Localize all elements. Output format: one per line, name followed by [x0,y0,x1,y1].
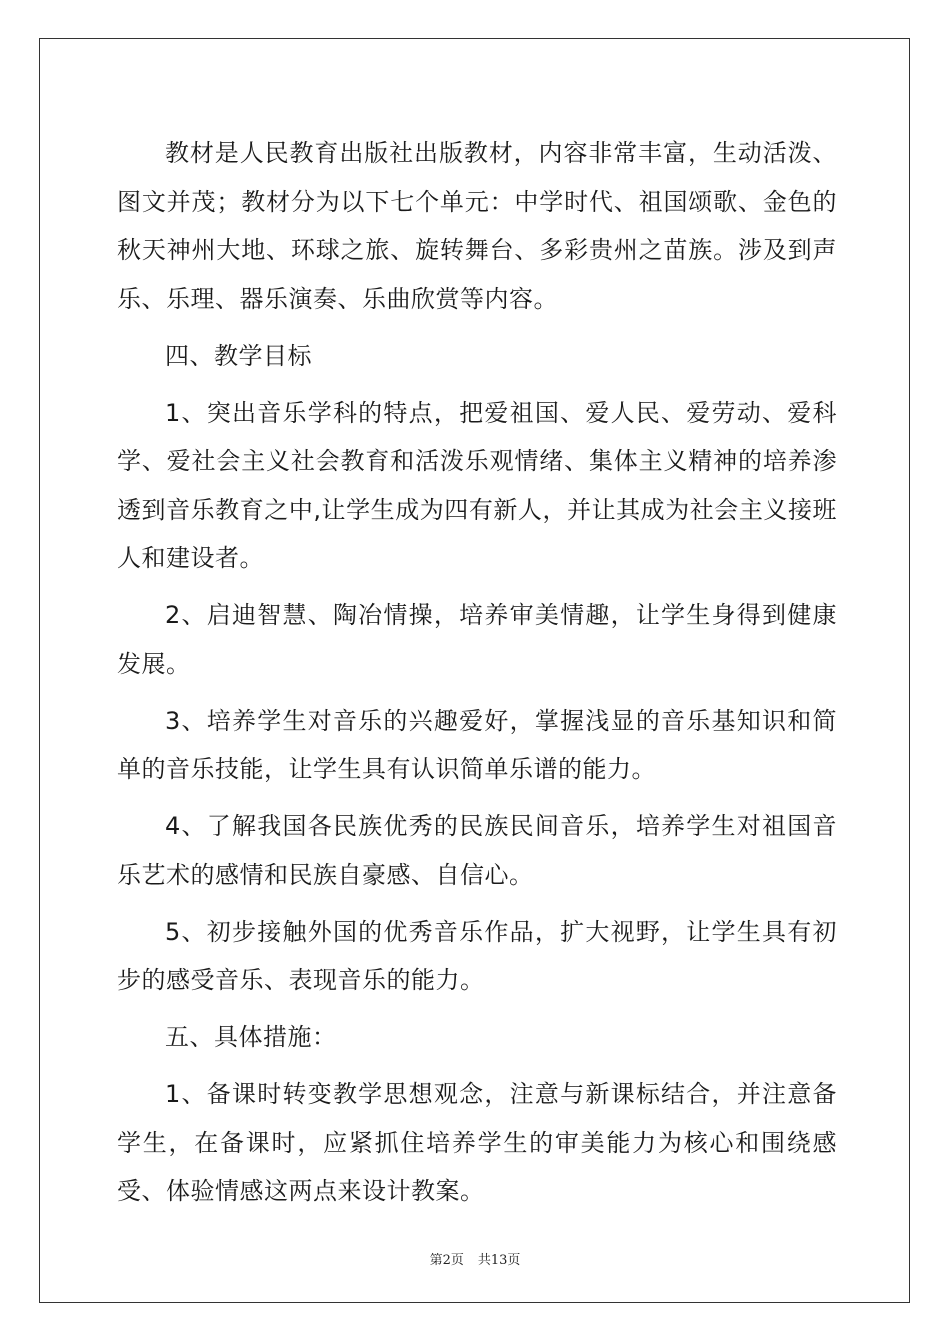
goal-item-5: 5、初步接触外国的优秀音乐作品，扩大视野，让学生具有初步的感受音乐、表现音乐的能力。 [117,917,837,994]
goal-item-1: 1、突出音乐学科的特点，把爱祖国、爱人民、爱劳动、爱科学、爱社会主义社会教育和活泼乐观情绪、集体主义精神的培养渗透到音乐教育之中,让学生成为四有新人，并让其成为社会主义接班人和建设者。 [117,398,837,572]
heading-teaching-goals: 四、教学目标 [165,341,312,370]
paragraph-textbook-intro: 教材是人民教育出版社出版教材，内容非常丰富，生动活泼、图文并茂；教材分为以下七个单元：中学时代、祖国颂歌、金色的秋天神州大地、环球之旅、旋转舞台、多彩贵州之苗族。涉及到声乐、乐理、器乐演奏、乐曲欣赏等内容。 [117,139,837,313]
page-total: 共13页 [477,1253,521,1268]
goal-item-4: 4、了解我国各民族优秀的民族民间音乐，培养学生对祖国音乐艺术的感情和民族自豪感、自信心。 [117,812,837,889]
heading-specific-measures: 五、具体措施： [165,1023,337,1051]
goal-item-3: 3、培养学生对音乐的兴趣爱好，掌握浅显的音乐基知识和简单的音乐技能，让学生具有认识简单乐谱的能力。 [117,706,837,783]
goal-item-2: 2、启迪智慧、陶冶情操，培养审美情趣，让学生身得到健康发展。 [117,601,837,678]
page-number: 第2页 [429,1253,464,1268]
document-body [117,129,837,1216]
page-footer [0,1249,950,1268]
measure-item-1: 1、备课时转变教学思想观念，注意与新课标结合，并注意备学生，在备课时，应紧抓住培养学生的审美能力为核心和围绕感受、体验情感这两点来设计教案。 [117,1080,837,1205]
